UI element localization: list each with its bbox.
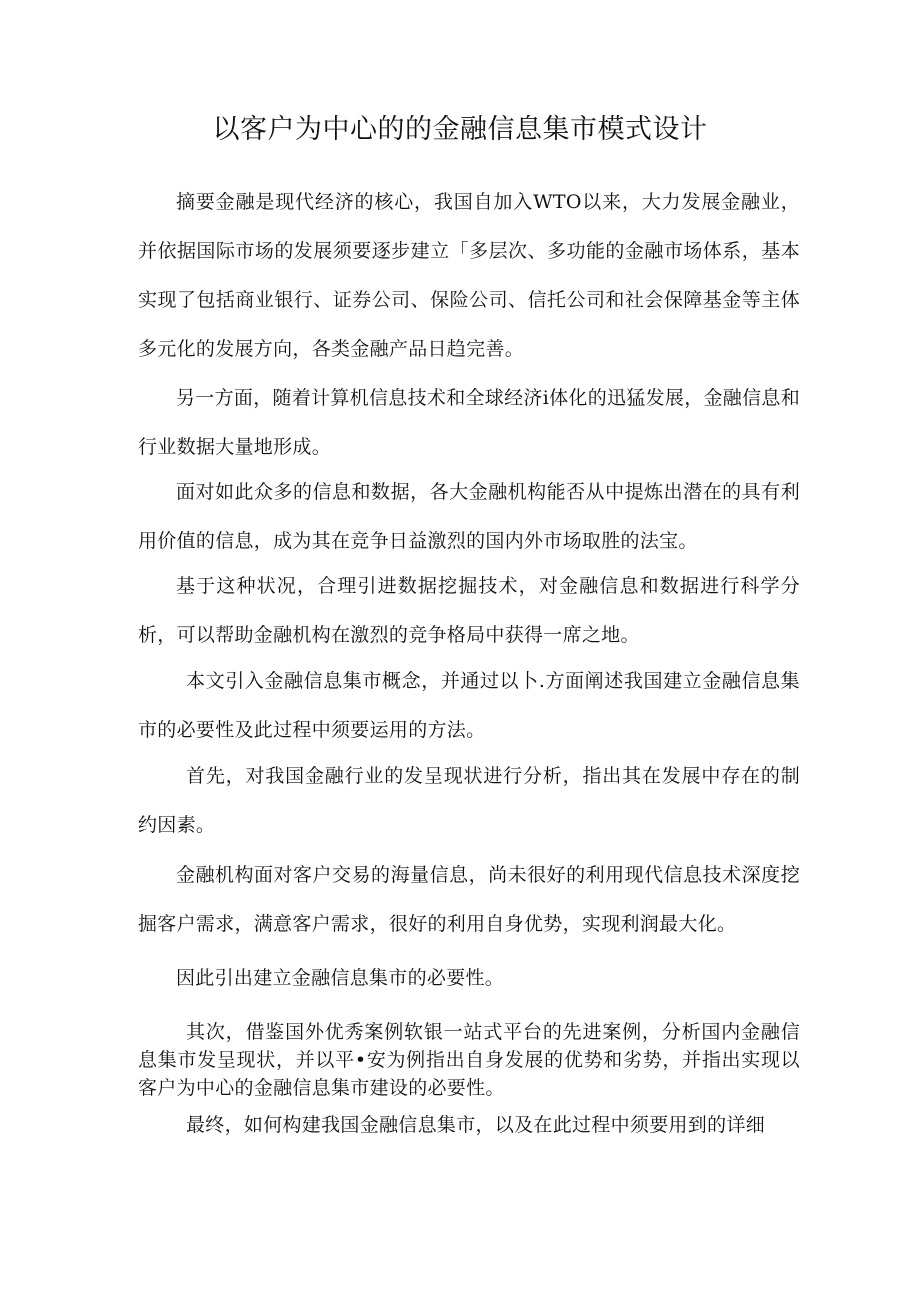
- paragraph: 金融机构面对客户交易的海量信息，尚未很好的利用现代信息技术深度挖掘客户需求，满意客户需求，很好的利用自身优势，实现利润最大化。: [138, 864, 800, 935]
- page-title: 以客户为中心的的金融信息集市模式设计: [212, 114, 708, 145]
- paragraph: 另一方面，随着计算机信息技术和全球经济i体化的迅猛发展，金融信息和行业数据大量地形成。: [138, 387, 800, 458]
- paragraph: 其次，借鉴国外优秀案例软银一站式平台的先进案例，分析国内金融信息集市发呈现状，并以平•安为例指出自身发展的优势和劣势，并指出实现以客户为中心的金融信息集市建设的必要性。: [138, 1021, 800, 1099]
- paragraph: 最终，如何构建我国金融信息集市，以及在此过程中须要用到的详细: [186, 1114, 766, 1136]
- paragraph: 本文引入金融信息集市概念，并通过以卜.方面阐述我国建立金融信息集市的必要性及此过程中须要运用的方法。: [138, 670, 800, 741]
- paragraph: 因此引出建立金融信息集市的必要性。: [176, 967, 505, 989]
- paragraph: 面对如此众多的信息和数据，各大金融机构能否从中提炼出潜在的具有利用价值的信息，成为其在竞争日益激烈的国内外市场取胜的法宝。: [138, 481, 800, 552]
- paragraph: 首先，对我国金融行业的发呈现状进行分析，指出其在发展中存在的制约因素。: [138, 765, 800, 836]
- paragraph-abstract: 摘要金融是现代经济的核心，我国自加入WTO以来，大力发展金融业，并依据国际市场的发展须要逐步建立「多层次、多功能的金融市场体系，基本实现了包括商业银行、证券公司、保险公司、信托公司和社会保障基金等主体多元化的发展方向，各类金融产品日趋完善。: [138, 191, 800, 360]
- paragraph: 基于这种状况，合理引进数据挖掘技术，对金融信息和数据进行科学分析，可以帮助金融机构在激烈的竞争格局中获得一席之地。: [138, 575, 800, 646]
